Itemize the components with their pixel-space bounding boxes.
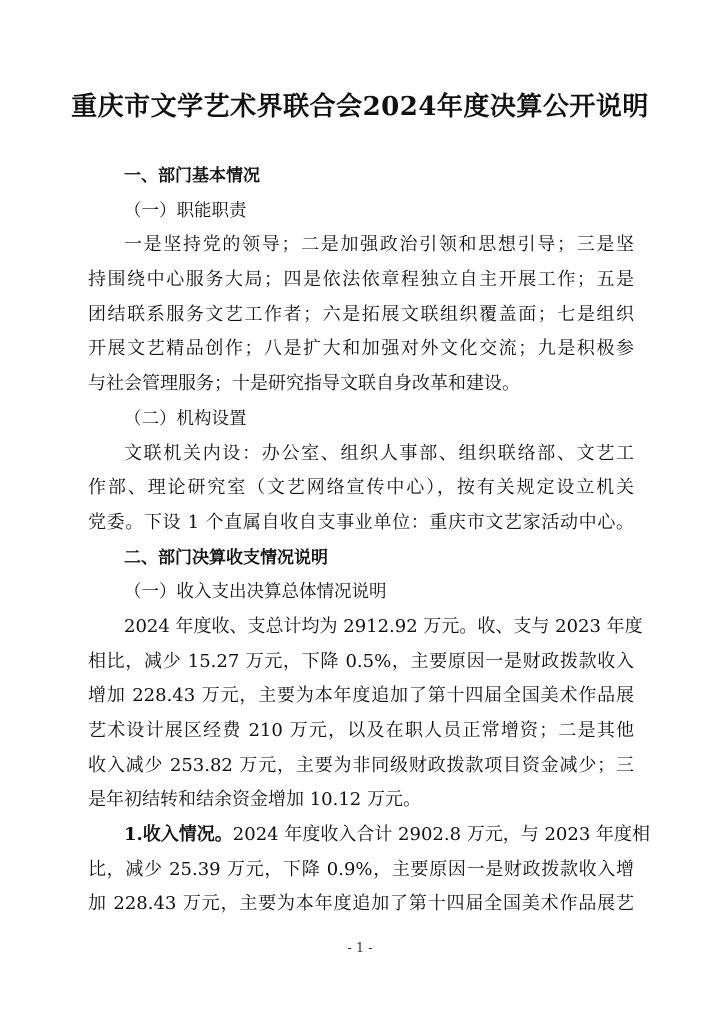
paragraph-line: 党委。下设 1 个直属自收自支事业单位：重庆市文艺家活动中心。 bbox=[88, 511, 634, 533]
paragraph-line: 作部、理论研究室（文艺网络宣传中心），按有关规定设立机关 bbox=[88, 477, 634, 499]
subheading-overview: （一）收入支出决算总体情况说明 bbox=[124, 582, 387, 603]
paragraph-line: 是年初结转和结余资金增加 10.12 万元。 bbox=[88, 789, 421, 811]
income-paragraph-first-line bbox=[88, 818, 651, 853]
paragraph-line: 相比，减少 15.27 万元，下降 0.5%，主要原因一是财政拨款收入 bbox=[88, 650, 634, 672]
paragraph-line: 比，减少 25.39 万元，下降 0.9%，主要原因一是财政拨款收入增 bbox=[88, 858, 634, 880]
paragraph-line: 一是坚持党的领导；二是加强政治引领和思想引导；三是坚 bbox=[124, 234, 634, 256]
document-body bbox=[88, 159, 651, 922]
paragraph-line: 增加 228.43 万元，主要为本年度追加了第十四届全国美术作品展 bbox=[88, 685, 634, 707]
paragraph-line: 2024 年度收、支总计均为 2912.92 万元。收、支与 2023 年度 bbox=[124, 615, 643, 637]
section-heading-budget: 二、部门决算收支情况说明 bbox=[124, 547, 328, 568]
subheading-organization: （二）机构设置 bbox=[124, 408, 247, 429]
paragraph-line: 文联机关内设：办公室、组织人事部、组织联络部、文艺工 bbox=[124, 442, 634, 464]
income-lead: 1.收入情况。 bbox=[124, 824, 233, 846]
subheading-functions: （一）职能职责 bbox=[124, 200, 247, 221]
paragraph-line: 持围绕中心服务大局；四是依法依章程独立自主开展工作；五是 bbox=[88, 269, 634, 291]
paragraph-line: 开展文艺精品创作；八是扩大和加强对外文化交流；九是积极参 bbox=[88, 338, 634, 360]
paragraph-line: 收入减少 253.82 万元，主要为非同级财政拨款项目资金减少；三 bbox=[88, 754, 634, 776]
paragraph-line: 艺术设计展区经费 210 万元，以及在职人员正常增资；二是其他 bbox=[88, 720, 634, 741]
paragraph-line: 团结联系服务文艺工作者；六是拓展文联组织覆盖面；七是组织 bbox=[88, 303, 634, 325]
paragraph-line: 加 228.43 万元，主要为本年度追加了第十四届全国美术作品展艺 bbox=[88, 893, 634, 915]
document-title: 重庆市文学艺术界联合会2024年度决算公开说明 bbox=[71, 92, 649, 122]
paragraph-line: 与社会管理服务；十是研究指导文联自身改革和建设。 bbox=[88, 373, 520, 395]
page-number: - 1 - bbox=[347, 941, 373, 956]
income-text: 2024 年度收入合计 2902.8 万元，与 2023 年度相 bbox=[232, 824, 651, 846]
section-heading-basic-info: 一、部门基本情况 bbox=[124, 166, 260, 186]
